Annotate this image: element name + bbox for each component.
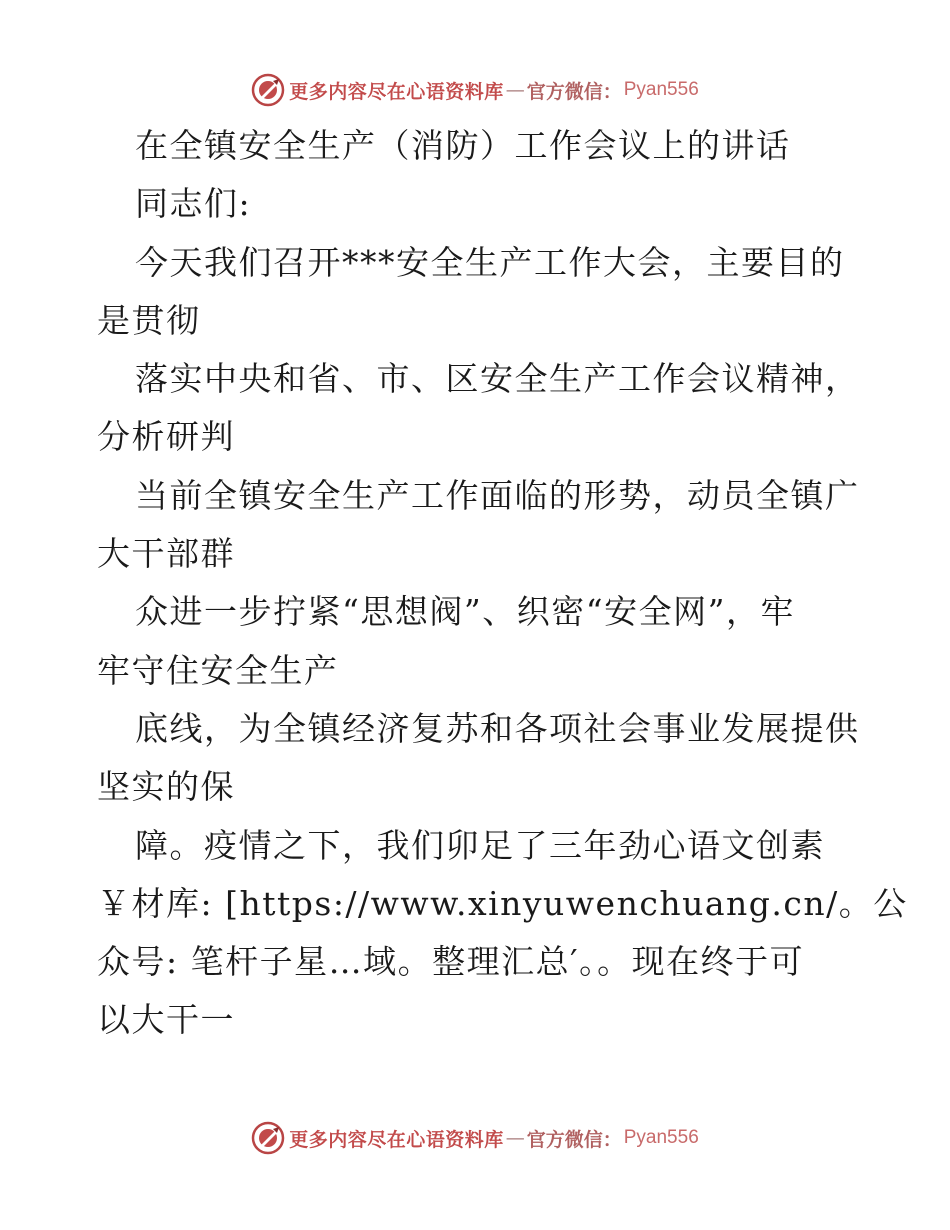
text-line: 以大干一 [97,1000,235,1040]
banner-dash: — [505,1127,525,1149]
text-line: 当前全镇安全生产工作面临的形势，动员全镇广 [135,475,860,515]
text-line: 众号: 笔杆子星…域。整理汇总′。。现在终于可 [97,942,805,982]
text-line: 牢守住安全生产 [97,650,339,690]
text-line: 底线，为全镇经济复苏和各项社会事业发展提供 [135,708,860,748]
header-watermark-banner [0,70,950,110]
banner-wechat-id: Pyan556 [623,79,699,100]
text-line: 众进一步拧紧“思想阀”、织密“安全网”，牢 [135,592,795,632]
text-line: 是贯彻 [97,300,201,340]
text-line: 落实中央和省、市、区安全生产工作会议精神， [135,359,860,399]
banner-text: 更多内容尽在心语资料库 [289,1128,504,1151]
red-seal-logo-icon [251,73,285,107]
text-line: 分析研判 [97,417,235,457]
salutation: 同志们: [135,184,252,224]
footer-watermark-banner [0,1118,950,1158]
banner-wechat-id: Pyan556 [623,1127,699,1148]
document-title: 在全镇安全生产（消防）工作会议上的讲话 [135,126,791,165]
banner-wechat-label: 官方微信： [526,80,622,103]
banner-dash: — [505,79,525,101]
text-line: ￥材库: [https://www.xinyuwenchuang.cn/。公 [97,883,908,923]
text-line: 障。疫情之下，我们卯足了三年劲心语文创素 [135,825,825,865]
banner-text: 更多内容尽在心语资料库 [289,80,504,103]
text-line: 今天我们召开***安全生产工作大会，主要目的 [135,242,845,282]
red-seal-logo-icon [251,1121,285,1155]
text-line: 大干部群 [97,534,235,574]
banner-wechat-label: 官方微信： [526,1128,622,1151]
document-body [97,117,908,1050]
text-line: 坚实的保 [97,767,235,807]
